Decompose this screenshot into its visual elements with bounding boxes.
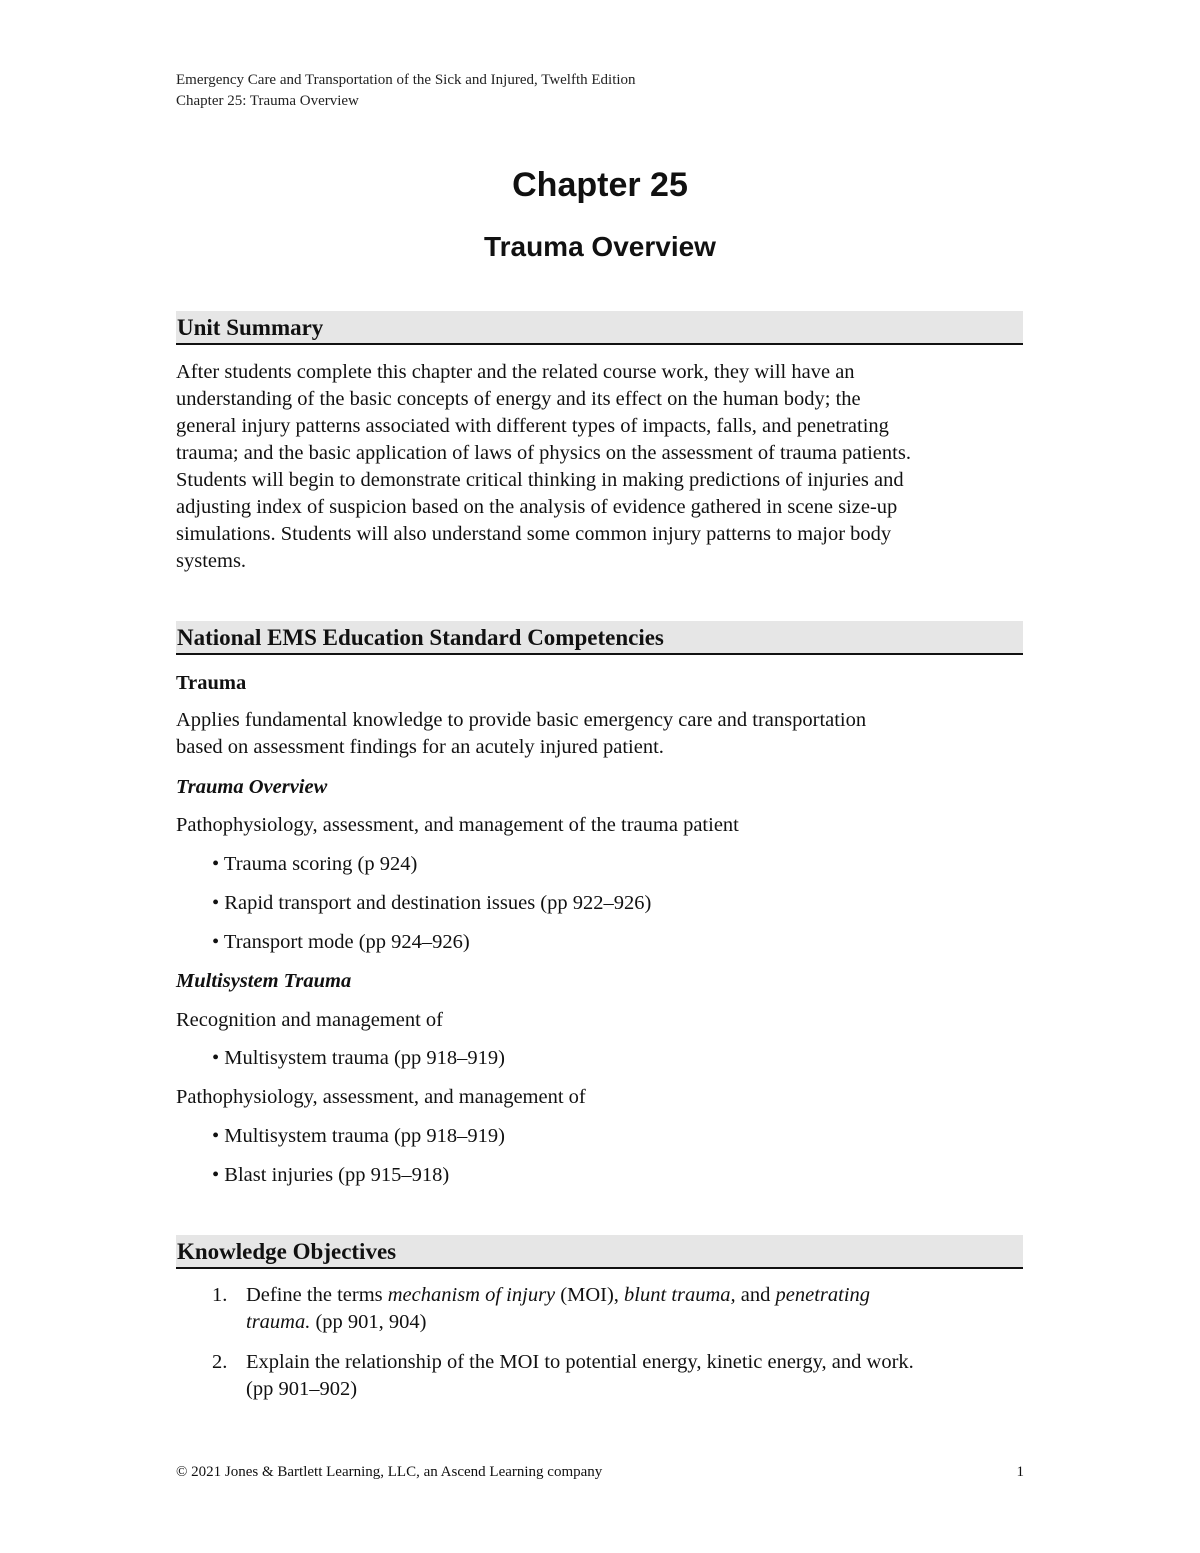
- paragraph-line: After students complete this chapter and the related course work, they will have an: [176, 361, 855, 383]
- competency-intro-line: Applies fundamental knowledge to provide basic emergency care and transportation: [176, 709, 867, 731]
- bullet-item: • Transport mode (pp 924–926): [212, 931, 470, 953]
- paragraph-line: systems.: [176, 550, 247, 572]
- chapter-title: Trauma Overview: [484, 231, 716, 262]
- objective-text: (MOI),: [555, 1284, 625, 1306]
- competency-intro-line: based on assessment findings for an acutely injured patient.: [176, 736, 664, 758]
- knowledge-objectives-heading: Knowledge Objectives: [177, 1239, 397, 1264]
- bullet-item: • Rapid transport and destination issues (pp 922–926): [212, 892, 652, 914]
- objective-item-2-line-2: (pp 901–902): [246, 1378, 358, 1400]
- objective-number: 1.: [212, 1284, 228, 1306]
- multisystem-lead: Pathophysiology, assessment, and management of: [176, 1086, 586, 1108]
- paragraph-line: general injury patterns associated with different types of impacts, falls, and penetrating: [176, 415, 889, 437]
- page-number: 1: [1016, 1464, 1024, 1480]
- copyright-footer: © 2021 Jones & Bartlett Learning, LLC, an Ascend Learning company: [176, 1464, 603, 1480]
- competencies-heading: National EMS Education Standard Competencies: [177, 625, 664, 650]
- objective-term: trauma.: [246, 1311, 311, 1333]
- paragraph-line: Students will begin to demonstrate critical thinking in making predictions of injuries and: [176, 469, 904, 491]
- multisystem-trauma-subheading: Multisystem Trauma: [176, 970, 352, 992]
- objective-text: and: [735, 1284, 776, 1306]
- objective-item-1-line-2: [246, 1309, 427, 1336]
- running-header: [176, 70, 636, 112]
- objective-number: 2.: [212, 1351, 228, 1373]
- book-title: Emergency Care and Transportation of the Sick and Injured, Twelfth Edition: [176, 72, 636, 88]
- objective-page-ref: (pp 901, 904): [310, 1311, 427, 1333]
- bullet-item: • Blast injuries (pp 915–918): [212, 1164, 450, 1186]
- knowledge-objectives-heading-bar: [176, 1235, 1023, 1269]
- trauma-overview-lead: Pathophysiology, assessment, and management of the trauma patient: [176, 814, 739, 836]
- objective-text: Define the terms: [246, 1284, 388, 1306]
- objective-term: mechanism of injury: [387, 1284, 556, 1306]
- trauma-subheading: Trauma: [176, 672, 247, 694]
- bullet-item: • Trauma scoring (p 924): [212, 853, 418, 875]
- paragraph-line: adjusting index of suspicion based on the analysis of evidence gathered in scene size-up: [176, 496, 898, 518]
- paragraph-line: simulations. Students will also understand some common injury patterns to major body: [176, 523, 892, 545]
- objective-term: penetrating: [775, 1284, 871, 1306]
- bullet-item: • Multisystem trauma (pp 918–919): [212, 1047, 506, 1069]
- chapter-reference: Chapter 25: Trauma Overview: [176, 93, 359, 109]
- multisystem-lead: Recognition and management of: [176, 1009, 443, 1031]
- paragraph-line: trauma; and the basic application of laws of physics on the assessment of trauma patients.: [176, 442, 911, 464]
- competencies-heading-bar: [176, 621, 1023, 655]
- unit-summary-heading-bar: [176, 311, 1023, 345]
- chapter-number: Chapter 25: [512, 166, 688, 204]
- objective-item-1-line-1: [246, 1282, 870, 1309]
- paragraph-line: understanding of the basic concepts of energy and its effect on the human body; the: [176, 388, 861, 410]
- objective-item-2-line-1: Explain the relationship of the MOI to potential energy, kinetic energy, and work.: [246, 1351, 914, 1373]
- objective-term: blunt trauma,: [624, 1284, 736, 1306]
- bullet-item: • Multisystem trauma (pp 918–919): [212, 1125, 506, 1147]
- trauma-overview-subheading: Trauma Overview: [176, 776, 328, 798]
- unit-summary-heading: Unit Summary: [177, 315, 324, 340]
